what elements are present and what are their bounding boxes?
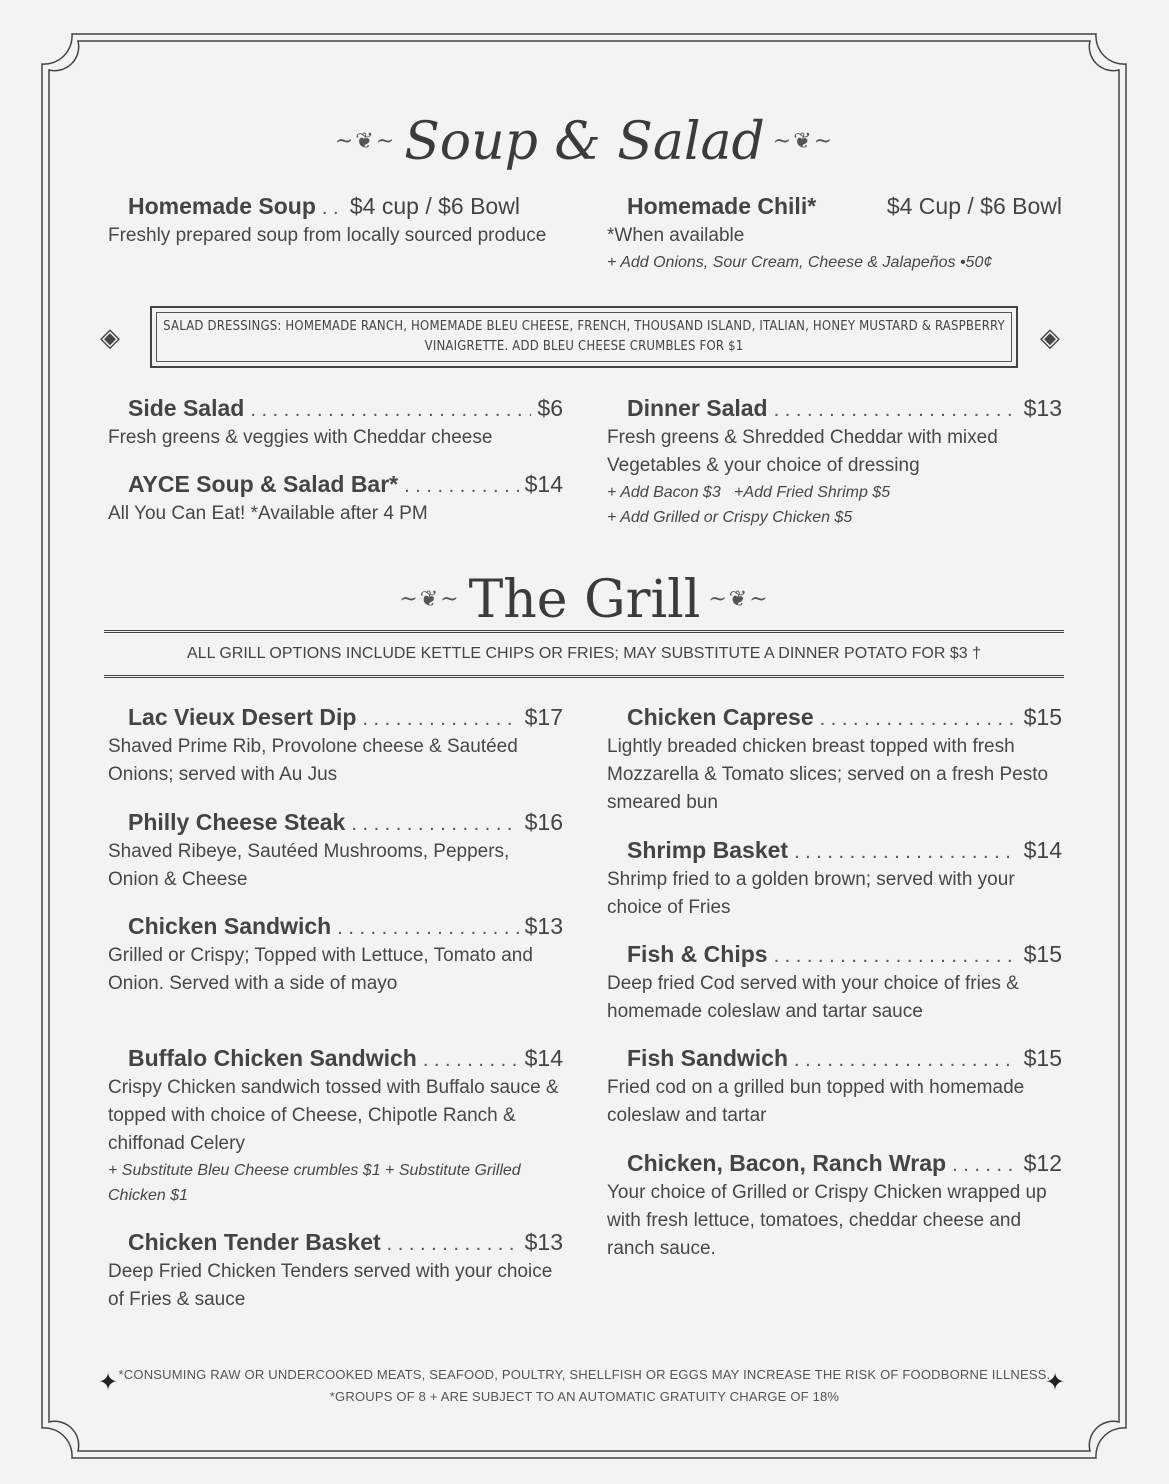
- item-price: $4 Cup / $6 Bowl: [886, 193, 1062, 219]
- item-price: $13: [524, 913, 563, 939]
- salad-dressings-text: SALAD DRESSINGS: HOMEMADE RANCH, HOMEMADE BLEU CHEESE, FRENCH, THOUSAND ISLAND, ITALIAN, HONEY MUSTARD & RASPBERRY VINAIGRETTE. ADD BLEU CHEESE CRUMBLES FOR $1: [163, 319, 1005, 354]
- leader-dots: [794, 1049, 1018, 1072]
- item-addon: + Add Bacon $3 +Add Fried Shrimp $5: [607, 484, 891, 501]
- item-price: $6: [537, 395, 563, 421]
- menu-item-side-salad: [108, 395, 563, 452]
- item-name: Chicken Sandwich: [128, 913, 332, 939]
- item-description: *When available: [607, 225, 745, 246]
- leader-dots: [794, 841, 1018, 864]
- item-description: Fresh greens & Shredded Cheddar with mixed Vegetables & your choice of dressing: [607, 427, 998, 476]
- item-name: Chicken Tender Basket: [128, 1229, 381, 1255]
- footer-disclaimer: [100, 1364, 1069, 1408]
- item-price: $13: [524, 1229, 563, 1255]
- ornament-left-icon: ~❦~: [334, 129, 397, 154]
- item-name: Lac Vieux Desert Dip: [128, 704, 357, 730]
- salad-dressings-banner: [150, 306, 1018, 368]
- menu-item-chicken-caprese: [607, 704, 1062, 817]
- item-description: Lightly breaded chicken breast topped with fresh Mozzarella & Tomato slices; served on a fresh Pesto smeared bun: [607, 736, 1049, 813]
- item-name: Fish Sandwich: [627, 1045, 789, 1071]
- item-addon: + Substitute Bleu Cheese crumbles $1 + Substitute Grilled Chicken $1: [108, 1162, 521, 1204]
- leader-dots: [250, 399, 531, 422]
- ornament-right-icon: ~❦~: [708, 587, 770, 612]
- section-title-soup-salad: Soup & Salad: [404, 111, 765, 172]
- menu-item-chicken-bacon-ranch-wrap: [607, 1150, 1062, 1263]
- menu-item-philly-cheese-steak: [108, 809, 563, 894]
- item-price: $13: [1023, 395, 1062, 421]
- item-name: Philly Cheese Steak: [128, 809, 346, 835]
- menu-item-chicken-sandwich: [108, 913, 563, 998]
- menu-item-homemade-soup: [108, 193, 563, 250]
- sparkle-left-icon: ✦: [98, 1369, 119, 1396]
- leader-dots: [362, 708, 518, 731]
- leader-dots: [322, 197, 344, 220]
- menu-item-buffalo-chicken-sandwich: [108, 1045, 563, 1208]
- item-price: $14: [524, 471, 563, 497]
- item-price: $14: [524, 1045, 563, 1071]
- menu-item-homemade-chili: [607, 193, 1062, 275]
- item-description: Grilled or Crispy; Topped with Lettuce, Tomato and Onion. Served with a side of mayo: [108, 945, 533, 994]
- sparkle-right-icon: ✦: [1045, 1369, 1066, 1396]
- item-description: Shaved Prime Rib, Provolone cheese & Sautéed Onions; served with Au Jus: [108, 736, 518, 785]
- footer-line-foodborne: *CONSUMING RAW OR UNDERCOOKED MEATS, SEAFOOD, POULTRY, SHELLFISH OR EGGS MAY INCREASE THE RISK OF FOODBORNE ILLNESS.: [118, 1367, 1051, 1382]
- leader-dots: [337, 917, 518, 940]
- item-name: Fish & Chips: [627, 941, 768, 967]
- item-price: $15: [1023, 704, 1062, 730]
- item-name: Side Salad: [128, 395, 245, 421]
- menu-item-dinner-salad: [607, 395, 1062, 530]
- menu-item-shrimp-basket: [607, 837, 1062, 922]
- grill-heading: [0, 566, 1169, 630]
- item-name: Buffalo Chicken Sandwich: [128, 1045, 417, 1071]
- menu-item-ayce-soup-salad-bar: [108, 471, 563, 528]
- item-price: $4 cup / $6 Bowl: [349, 193, 520, 219]
- leader-dots: [952, 1154, 1018, 1177]
- ornament-right-icon: ~❦~: [772, 129, 835, 154]
- grill-sides-note: ALL GRILL OPTIONS INCLUDE KETTLE CHIPS OR FRIES; MAY SUBSTITUTE A DINNER POTATO FOR $3 †: [104, 630, 1064, 678]
- leader-dots: [387, 1233, 519, 1256]
- leader-dots: [351, 813, 518, 836]
- diamond-left-icon: ◈: [100, 322, 120, 352]
- item-name: AYCE Soup & Salad Bar*: [128, 471, 399, 497]
- item-description: Freshly prepared soup from locally sourced produce: [108, 225, 547, 246]
- item-description: Shaved Ribeye, Sautéed Mushrooms, Peppers, Onion & Cheese: [108, 841, 510, 890]
- item-addon: + Add Onions, Sour Cream, Cheese & Jalapeños •50¢: [607, 254, 993, 271]
- menu-item-fish-sandwich: [607, 1045, 1062, 1130]
- item-description: Crispy Chicken sandwich tossed with Buffalo sauce & topped with choice of Cheese, Chipotle Ranch & chiffonad Celery: [108, 1077, 559, 1154]
- item-name: Chicken, Bacon, Ranch Wrap: [627, 1150, 947, 1176]
- section-title-grill: The Grill: [468, 569, 701, 630]
- item-description: Deep Fried Chicken Tenders served with your choice of Fries & sauce: [108, 1261, 553, 1310]
- item-price: $15: [1023, 941, 1062, 967]
- item-description: Shrimp fried to a golden brown; served with your choice of Fries: [607, 869, 1015, 918]
- menu-item-chicken-tender-basket: [108, 1229, 563, 1314]
- item-name: Homemade Soup: [128, 193, 316, 219]
- soup-salad-heading: [0, 108, 1169, 172]
- ornament-left-icon: ~❦~: [399, 587, 461, 612]
- item-description: Your choice of Grilled or Crispy Chicken wrapped up with fresh lettuce, tomatoes, cheddar cheese and ranch sauce.: [607, 1182, 1047, 1259]
- item-description: Fried cod on a grilled bun topped with homemade coleslaw and tartar: [607, 1077, 1025, 1126]
- leader-dots: [774, 945, 1018, 968]
- item-description: Fresh greens & veggies with Cheddar cheese: [108, 427, 493, 448]
- menu-item-lac-vieux-desert-dip: [108, 704, 563, 789]
- footer-line-gratuity: *GROUPS OF 8 + ARE SUBJECT TO AN AUTOMATIC GRATUITY CHARGE OF 18%: [329, 1389, 840, 1404]
- item-description: All You Can Eat! *Available after 4 PM: [108, 503, 428, 524]
- menu-item-fish-and-chips: [607, 941, 1062, 1026]
- item-description: Deep fried Cod served with your choice of fries & homemade coleslaw and tartar sauce: [607, 973, 1019, 1022]
- item-name: Dinner Salad: [627, 395, 768, 421]
- leader-dots: [404, 475, 519, 498]
- leader-dots: [774, 399, 1018, 422]
- item-price: $14: [1023, 837, 1062, 863]
- item-price: $12: [1023, 1150, 1062, 1176]
- item-price: $16: [524, 809, 563, 835]
- leader-dots: [423, 1049, 519, 1072]
- item-name: Shrimp Basket: [627, 837, 789, 863]
- leader-dots: [820, 708, 1018, 731]
- item-price: $15: [1023, 1045, 1062, 1071]
- item-name: Chicken Caprese: [627, 704, 814, 730]
- item-price: $17: [524, 704, 563, 730]
- item-addon: + Add Grilled or Crispy Chicken $5: [607, 509, 853, 526]
- diamond-right-icon: ◈: [1040, 322, 1060, 352]
- item-name: Homemade Chili*: [627, 193, 817, 219]
